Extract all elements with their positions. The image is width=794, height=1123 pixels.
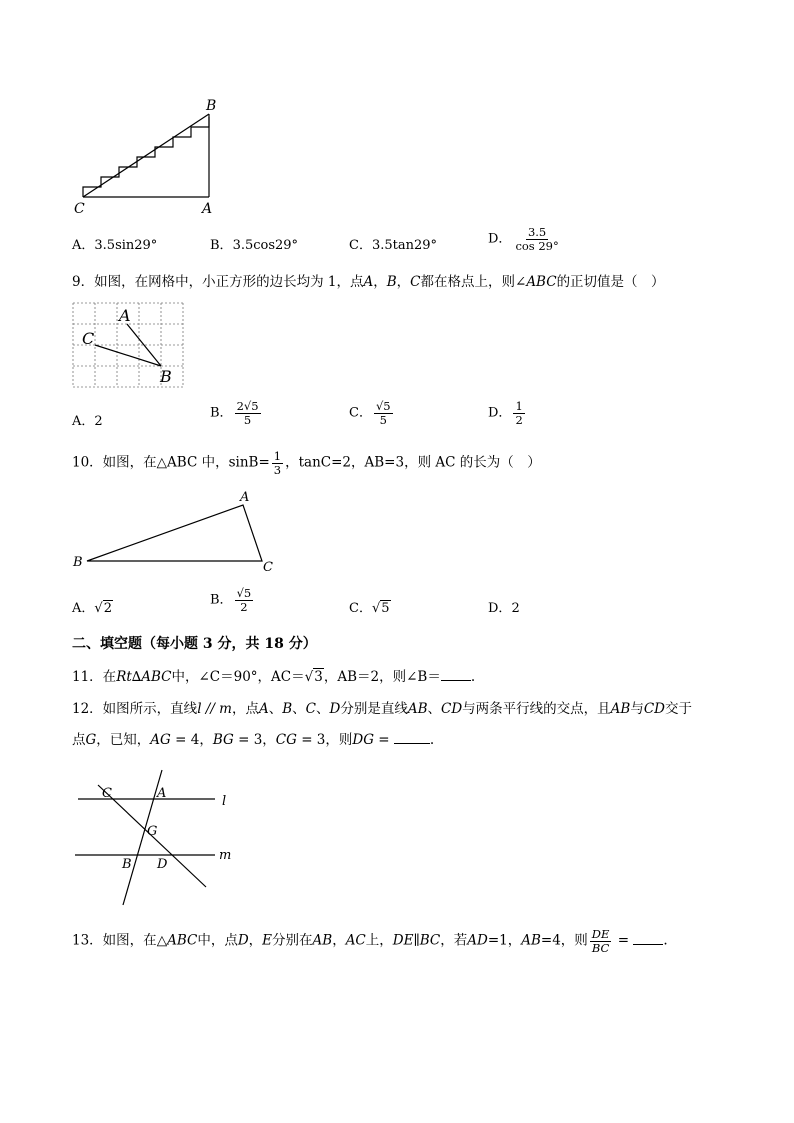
q13-question — [72, 928, 668, 954]
label-a: A — [119, 306, 131, 325]
q13-text: 13．如图，在 — [72, 932, 157, 949]
fraction-denominator: 5 — [243, 412, 252, 427]
q9-option-b[interactable] — [210, 400, 263, 426]
q13-ac: AC — [345, 932, 366, 949]
label-c: C — [74, 201, 85, 217]
q12-bg-value: = 3， — [233, 732, 276, 748]
q10-option-a[interactable] — [72, 597, 113, 616]
sqrt-expression: √5 — [371, 601, 390, 616]
q13-sep: ， — [248, 932, 263, 949]
option-letter: D． — [488, 231, 512, 247]
q12-cg-value: = 3，则 — [296, 732, 353, 748]
q12-point-d: D — [329, 701, 341, 717]
q12-text: 点 — [72, 732, 86, 748]
q13-ab: AB — [521, 932, 541, 949]
q12-text: 交于 — [665, 701, 692, 717]
fraction-numerator: 3.5 — [527, 225, 547, 239]
option-letter: A． — [72, 414, 95, 429]
q10-text1: 10．如图，在△ABC 中，sinB= — [72, 454, 270, 471]
label-l: l — [222, 794, 227, 809]
q13-sep: ， — [332, 932, 346, 949]
label-a: A — [157, 786, 167, 801]
q8-figure — [70, 95, 230, 220]
option-letter: D． — [488, 405, 512, 421]
q11-text3: ，AB＝2，则∠B＝ — [323, 669, 441, 685]
q12-bg: BG — [212, 732, 234, 748]
fraction-numerator: 1 — [515, 399, 523, 413]
option-letter: C． — [349, 238, 372, 253]
fraction-numerator: DE — [591, 927, 610, 941]
answer-blank[interactable] — [633, 932, 663, 945]
q12-point-b: B — [282, 701, 293, 717]
radicand: 5 — [381, 601, 390, 616]
q13-text: 中，点 — [197, 932, 238, 949]
q12-line-ab: AB — [610, 701, 631, 717]
radicand: 2 — [103, 601, 112, 616]
q13-fraction — [590, 928, 612, 954]
q11-text1: 11．在 — [72, 669, 117, 685]
q11-text2: 中，∠C＝90°，AC＝ — [171, 669, 305, 685]
q13-text: =1， — [487, 932, 522, 949]
fraction-numerator: 2√5 — [236, 399, 259, 413]
q9-option-a[interactable] — [72, 410, 103, 429]
q12-sep: 、 — [268, 701, 283, 717]
q9-question — [72, 270, 665, 290]
radicand: 3 — [314, 669, 323, 685]
fraction-denominator: 2 — [240, 599, 248, 614]
q12-question-line2 — [72, 728, 434, 748]
q13-ad: AD — [467, 932, 488, 949]
q10-text2: ，tanC=2，AB=3，则 AC 的长为（ ） — [285, 454, 541, 471]
q9-text2: 都在格点上，则∠ — [420, 274, 527, 290]
q12-ag: AG — [150, 732, 171, 748]
q8-option-a[interactable] — [72, 234, 157, 253]
q8-option-b[interactable] — [210, 234, 298, 253]
sqrt-expression: √3 — [304, 669, 323, 685]
answer-blank[interactable] — [394, 731, 430, 744]
q10-triangle-figure — [70, 488, 280, 578]
label-b: B — [122, 857, 132, 872]
option-fraction — [235, 400, 261, 426]
q9-sep: ， — [373, 274, 387, 290]
q9-text: 9．如图，在网格中，小正方形的边长均为 1，点 — [72, 274, 364, 290]
q13-end: . — [663, 932, 668, 949]
fraction-numerator: √5 — [236, 586, 252, 600]
option-fraction — [513, 400, 524, 426]
q10-question — [72, 450, 541, 476]
q12-text: 与两条平行线的交点，且 — [462, 701, 611, 717]
q11-end: . — [470, 669, 476, 685]
q9-point-c: C — [410, 274, 421, 290]
option-fraction — [235, 587, 254, 613]
q11-triangle: ∆ABC — [131, 669, 172, 685]
fraction-denominator: BC — [591, 940, 610, 955]
q12-dg: DG — [352, 732, 374, 748]
fraction-numerator: 1 — [273, 449, 282, 463]
segment-cb — [95, 345, 161, 366]
q8-option-d[interactable] — [488, 226, 563, 252]
option-letter: B． — [210, 238, 233, 253]
option-letter: A． — [72, 601, 95, 616]
q11-rt: Rt — [116, 669, 132, 685]
q11-question — [72, 665, 475, 685]
option-letter: C． — [349, 601, 372, 616]
q13-ab: AB — [312, 932, 333, 949]
fraction-denominator: 2 — [515, 412, 523, 427]
q12-equals: = — [374, 732, 394, 748]
option-text: 3.5sin29° — [94, 238, 158, 253]
label-b: B — [73, 555, 83, 570]
label-b: B — [160, 367, 172, 386]
q13-text: =4，则 — [540, 932, 588, 949]
option-text: 2 — [511, 601, 520, 616]
option-fraction — [513, 226, 560, 252]
q10-option-d[interactable] — [488, 597, 520, 616]
q9-angle: ABC — [526, 274, 557, 290]
section-heading: 二、填空题（每小题 3 分，共 18 分） — [72, 636, 317, 652]
q13-text: 分别在 — [272, 932, 313, 949]
q12-question-line1 — [72, 697, 692, 717]
q13-point-e: E — [262, 932, 273, 949]
q12-sep: 、 — [292, 701, 306, 717]
q12-point-g: G — [85, 732, 97, 748]
option-text: 2 — [94, 414, 103, 429]
segment-ab — [127, 324, 161, 366]
label-c: C — [102, 786, 112, 801]
q12-text: ，已知， — [96, 732, 151, 748]
q9-option-d[interactable] — [488, 400, 527, 426]
q8-option-c[interactable] — [349, 234, 437, 253]
q12-line-ab: AB — [407, 701, 428, 717]
q13-text: 上， — [365, 932, 393, 949]
q12-point-a: A — [259, 701, 269, 717]
fraction-denominator: 5 — [379, 412, 387, 427]
fraction-denominator: 3 — [273, 462, 282, 477]
q12-text: ，点 — [232, 701, 259, 717]
option-letter: C． — [349, 405, 372, 421]
hypotenuse-cb — [83, 114, 209, 197]
q13-triangle: △ABC — [156, 932, 198, 949]
q13-text: ，若 — [440, 932, 468, 949]
q12-line-cd: CD — [643, 701, 665, 717]
q12-cg: CG — [275, 732, 297, 748]
label-m: m — [219, 848, 232, 863]
q12-figure — [70, 765, 240, 910]
q13-equals: = — [613, 932, 634, 949]
option-letter: A． — [72, 238, 95, 253]
q13-de: DE — [392, 932, 414, 949]
option-text: 3.5cos29° — [232, 238, 299, 253]
q9-text3: 的正切值是（ ） — [556, 274, 665, 290]
label-c: C — [82, 329, 95, 348]
q12-ag-value: = 4， — [170, 732, 213, 748]
q12-text: 12．如图所示，直线 — [72, 701, 198, 717]
answer-blank[interactable] — [441, 668, 471, 681]
fraction-numerator: √5 — [375, 399, 391, 413]
label-g: G — [147, 824, 158, 839]
option-letter: B． — [210, 405, 233, 421]
q12-end: . — [429, 732, 435, 748]
q9-point-b: B — [386, 274, 397, 290]
option-letter: D． — [488, 601, 512, 616]
q9-sep: ， — [396, 274, 411, 290]
label-a: A — [240, 490, 250, 505]
q13-bc: BC — [419, 932, 441, 949]
q12-sep: 、 — [427, 701, 442, 717]
fraction-denominator: cos 29° — [515, 238, 559, 253]
q12-sep: 、 — [316, 701, 330, 717]
option-text: 3.5tan29° — [371, 238, 438, 253]
option-fraction — [374, 400, 393, 426]
q9-point-a: A — [363, 274, 374, 290]
q10-sinb-fraction — [272, 450, 283, 476]
q12-line-cd: CD — [441, 701, 463, 717]
triangle-abc — [87, 505, 262, 561]
q9-option-c[interactable] — [349, 400, 395, 426]
q10-option-b[interactable] — [210, 587, 255, 613]
q12-point-c: C — [305, 701, 317, 717]
option-letter: B． — [210, 592, 233, 608]
q10-option-c[interactable] — [349, 597, 391, 616]
sqrt-expression: √2 — [94, 601, 112, 616]
q12-text: 与 — [630, 701, 644, 717]
q12-text: 分别是直线 — [340, 701, 408, 717]
q12-lm: l // m — [197, 701, 232, 717]
label-c: C — [263, 560, 273, 575]
q13-point-d: D — [237, 932, 249, 949]
label-d: D — [157, 857, 168, 872]
q13-parallel: ∥ — [413, 932, 420, 949]
label-a: A — [202, 201, 213, 217]
q9-grid-figure — [72, 302, 184, 390]
label-b: B — [206, 98, 217, 114]
